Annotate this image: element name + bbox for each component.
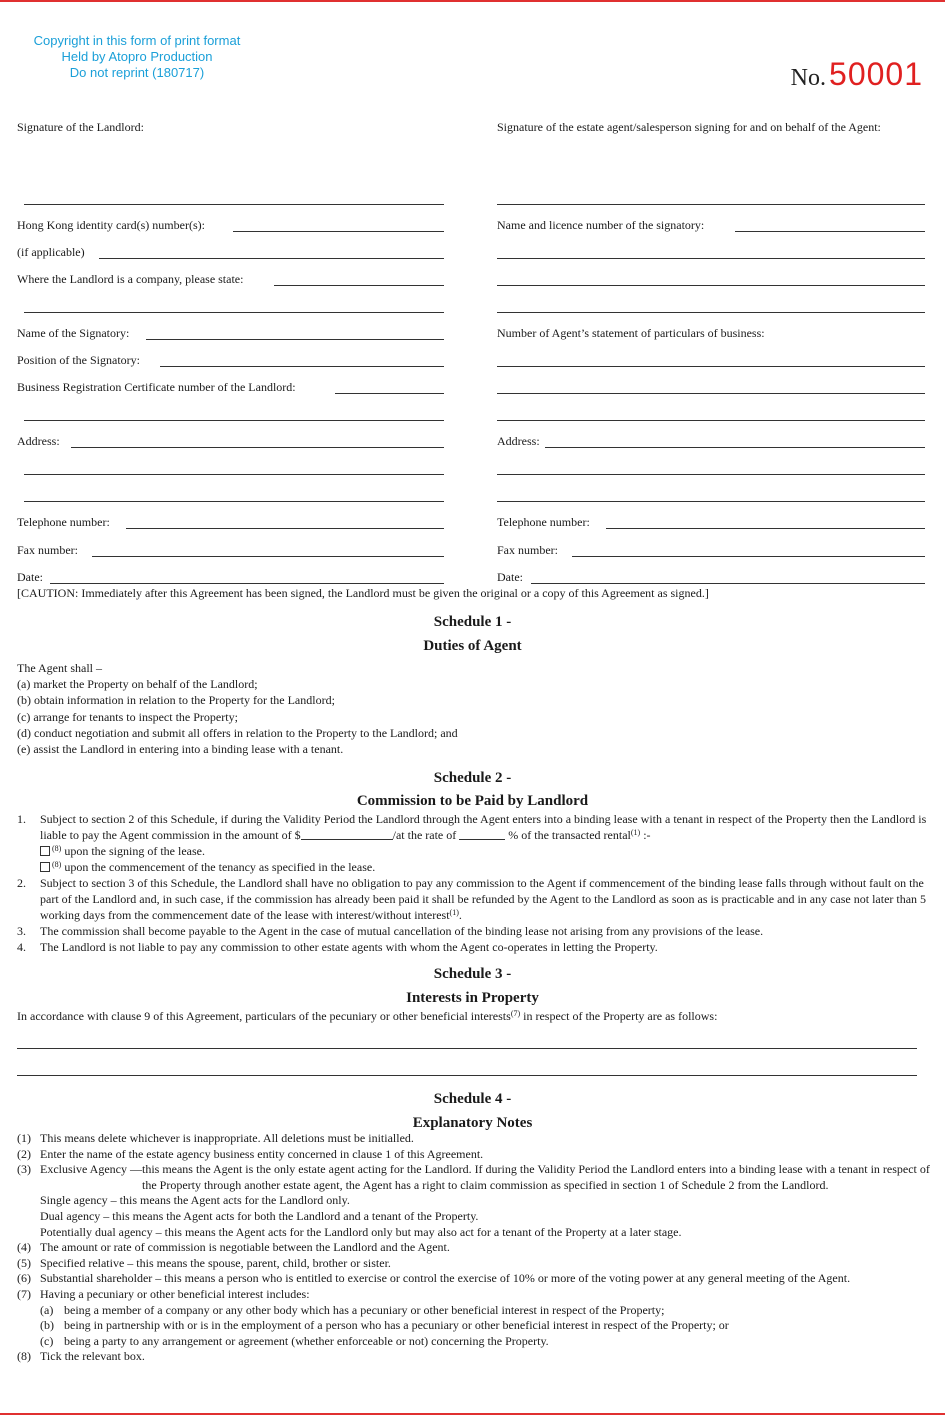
agent-statement-field-3[interactable] [497,420,925,421]
landlord-signatory-name-field[interactable] [146,339,444,340]
landlord-fax-field[interactable] [92,556,444,557]
landlord-hkid-field[interactable] [233,231,444,232]
serial-value: 50001 [829,56,923,92]
note-3 [17,1162,932,1193]
landlord-hkid-label: Hong Kong identity card(s) number(s): [17,218,205,232]
agent-telephone-label: Telephone number: [497,515,590,529]
schedule-2-item-2 [17,875,932,923]
schedule-1-item-c: (c) arrange for tenants to inspect the Property; [17,709,238,724]
agent-address-field[interactable] [545,447,925,448]
landlord-telephone-field[interactable] [126,528,444,529]
agent-licence-label: Name and licence number of the signatory: [497,218,705,232]
agent-date-label: Date: [497,570,523,584]
item-text: . [458,908,462,922]
item-number: 4. [17,940,26,954]
payment-option-commencement [40,859,932,875]
item-text: :- [640,828,651,842]
agent-fax-field[interactable] [572,556,925,557]
item-number: 1. [17,812,26,826]
landlord-address-field-3[interactable] [24,501,444,502]
item-text: % of the transacted rental [508,828,631,842]
note-7a [17,1303,932,1319]
explanatory-notes [17,1131,932,1365]
agent-address-field-3[interactable] [497,501,925,502]
landlord-address-label: Address: [17,434,60,448]
serial-number [791,56,923,93]
top-border [0,0,945,2]
item-text: Subject to section 2 of this Schedule, if during the Validity Period the Landlord through the Agent enters into a binding lease with a tenant in respect of the Property then the Landlord is liable to pay the Agent commission in the amount of $ [40,812,927,842]
landlord-company-field-2[interactable] [24,312,444,313]
note-text: being a party to any arrangement or agreement (whether enforceable or not) concerning the Property. [64,1333,549,1348]
note-text: being a member of a company or any other body which has a pecuniary or other beneficial interest in respect of the Property; [64,1302,665,1317]
schedule-2-item-4 [17,939,932,955]
landlord-brc-label: Business Registration Certificate number of the Landlord: [17,380,296,394]
schedule-1-title: Duties of Agent [423,638,522,654]
schedule-2-item-1 [17,811,932,875]
agent-address-field-2[interactable] [497,474,925,475]
note-ref: (8) [52,860,62,869]
schedule-2-heading: Schedule 2 - [433,770,512,786]
checkbox-signing[interactable] [40,846,50,856]
schedule-1-intro: The Agent shall – [17,661,102,675]
note-number: (c) [40,1333,54,1348]
landlord-address-field-2[interactable] [24,474,444,475]
landlord-signatory-name-label: Name of the Signatory: [17,326,130,340]
schedule-2-title: Commission to be Paid by Landlord [356,793,589,809]
agent-licence-field-4[interactable] [497,312,925,313]
schedule-3-text-main: In accordance with clause 9 of this Agreement, particulars of the pecuniary or other beneficial interests [17,1009,511,1023]
landlord-if-applicable-label: (if applicable) [17,245,85,259]
schedule-3-text-end: in respect of the Property are as follows: [520,1009,718,1023]
note-ref: (8) [52,844,62,853]
landlord-date-field[interactable] [50,583,444,584]
commission-rate-field[interactable] [459,828,505,840]
schedule-2-list [17,811,932,955]
interests-field-1[interactable] [17,1048,917,1049]
landlord-fax-label: Fax number: [17,543,78,557]
landlord-signatory-position-label: Position of the Signatory: [17,353,140,367]
copyright-line-2: Held by Atopro Production [61,49,213,64]
schedule-4-title: Explanatory Notes [412,1115,533,1131]
caution-notice: [CAUTION: Immediately after this Agreement has been signed, the Landlord must be given the original or a copy of this Agreement as signed.] [17,586,709,600]
note-number: (1) [17,1131,31,1145]
note-7b [17,1318,932,1334]
item-number: 3. [17,924,26,938]
note-6 [17,1271,932,1287]
note-text: Tick the relevant box. [40,1349,145,1364]
agent-statement-field[interactable] [497,366,925,367]
schedule-3-title: Interests in Property [406,990,539,1006]
note-text: being in partnership with or is in the employment of a person who has a pecuniary or other beneficial interest in respect of the Property; or [64,1318,729,1333]
note-number: (8) [17,1349,31,1364]
schedule-1-item-b: (b) obtain information in relation to the Property for the Landlord; [17,693,335,708]
schedule-1-item-e: (e) assist the Landlord in entering into a binding lease with a tenant. [17,742,344,757]
note-number: (7) [17,1286,31,1301]
item-text: The Landlord is not liable to pay any commission to other estate agents with whom the Agent co-operates in letting the Property. [40,940,658,954]
note-number: (2) [17,1146,31,1161]
note-ref: (7) [510,1009,521,1018]
schedule-4-heading: Schedule 4 - [433,1091,512,1107]
agent-licence-field[interactable] [735,231,925,232]
copyright-notice [12,33,262,81]
interests-field-2[interactable] [17,1075,917,1076]
option-text: upon the commencement of the tenancy as specified in the lease. [61,860,376,874]
item-text: The commission shall become payable to the Agent in the case of mutual cancellation of the binding lease not arising from any provisions of the lease. [40,924,764,938]
checkbox-commencement[interactable] [40,862,50,872]
option-text: upon the signing of the lease. [61,844,205,858]
schedule-1-body [17,660,458,757]
note-1 [17,1131,932,1147]
note-8 [17,1349,932,1365]
agent-statement-field-2[interactable] [497,393,925,394]
schedule-1-item-a: (a) market the Property on behalf of the Landlord; [17,677,258,692]
note-3-potential: Potentially dual agency – this means the Agent acts for the Landlord only but may also act for a tenant of the Property at a later stage. [40,1224,682,1239]
landlord-date-label: Date: [17,570,43,584]
note-2 [17,1147,932,1163]
schedule-2-item-3 [17,923,932,939]
note-ref: (1) [630,828,641,837]
agent-signature-line[interactable] [497,204,925,205]
item-number: 2. [17,876,26,890]
note-3-dual: Dual agency – this means the Agent acts for both the Landlord and a tenant of the Property. [40,1208,479,1223]
item-text: Subject to section 3 of this Schedule, the Landlord shall have no obligation to pay any commission to the Agent if commencement of the binding lease falls through without fault on the part of the Landlord and, in such case, if the commission has already been paid it shall be refunded by the Agent to the Landlord as soon as is practicable and in any case not later than 5 working days from the commencement date of the lease with interest/without interest [40,876,927,922]
agent-licence-field-2[interactable] [497,258,925,259]
note-term: Exclusive Agency — [40,1162,142,1177]
schedule-3-heading: Schedule 3 - [433,966,512,982]
note-number: (b) [40,1318,54,1333]
note-4 [17,1240,932,1256]
landlord-signature-line[interactable] [24,204,444,205]
note-text: Substantial shareholder – this means a person who is entitled to exercise or control the exercise of 10% or more of the voting power at any general meeting of the Agent. [40,1271,851,1286]
agent-date-field[interactable] [531,583,925,584]
landlord-signature-label: Signature of the Landlord: [17,120,144,134]
agent-address-label: Address: [497,434,540,448]
note-text: Specified relative – this means the spouse, parent, child, brother or sister. [40,1255,391,1270]
agent-fax-label: Fax number: [497,543,558,557]
note-7 [17,1287,932,1303]
commission-amount-field[interactable] [301,828,393,840]
note-number: (a) [40,1302,54,1317]
landlord-company-field[interactable] [274,285,444,286]
serial-label: No. [790,65,827,91]
note-number: (5) [17,1255,31,1270]
agent-licence-field-3[interactable] [497,285,925,286]
agent-signature-label: Signature of the estate agent/salesperson signing for and on behalf of the Agent: [497,120,881,134]
note-text: Enter the name of the estate agency business entity concerned in clause 1 of this Agreement. [40,1146,484,1161]
note-text: This means delete whichever is inappropriate. All deletions must be initialled. [40,1131,414,1145]
schedule-3-text [17,1009,717,1023]
landlord-telephone-label: Telephone number: [17,515,110,529]
landlord-address-field[interactable] [71,447,444,448]
bottom-border [0,1413,945,1415]
item-text: /at the rate of [392,828,457,842]
landlord-if-applicable-field[interactable] [99,258,444,259]
schedule-1-item-d: (d) conduct negotiation and submit all offers in relation to the Property to the Landlord; and [17,725,458,740]
copyright-line-3: Do not reprint (180717) [69,65,205,80]
note-5 [17,1256,932,1272]
note-number: (3) [17,1162,31,1177]
landlord-company-label: Where the Landlord is a company, please state: [17,272,244,286]
note-number: (6) [17,1271,31,1286]
agent-telephone-field[interactable] [606,528,925,529]
note-ref: (1) [449,908,459,917]
landlord-brc-field-2[interactable] [24,420,444,421]
note-3-single: Single agency – this means the Agent acts for the Landlord only. [40,1193,350,1208]
schedule-1-heading: Schedule 1 - [433,614,512,630]
copyright-line-1: Copyright in this form of print format [33,33,241,48]
note-7c [17,1334,932,1350]
note-text: Having a pecuniary or other beneficial interest includes: [40,1286,310,1301]
landlord-signatory-position-field[interactable] [160,366,444,367]
payment-option-signing [40,843,932,859]
note-number: (4) [17,1240,31,1255]
note-text: this means the Agent is the only estate agent acting for the Landlord. If during the Validity Period the Landlord enters into a binding lease with a tenant in respect of the Property through another estate agent, the Agent has a right to claim commission as specified in section 1 of Schedule 2 from the Landlord. [141,1162,930,1192]
agent-statement-label: Number of Agent’s statement of particulars of business: [497,326,765,340]
landlord-brc-field[interactable] [335,393,444,394]
note-text: The amount or rate of commission is negotiable between the Landlord and the Agent. [40,1240,450,1255]
